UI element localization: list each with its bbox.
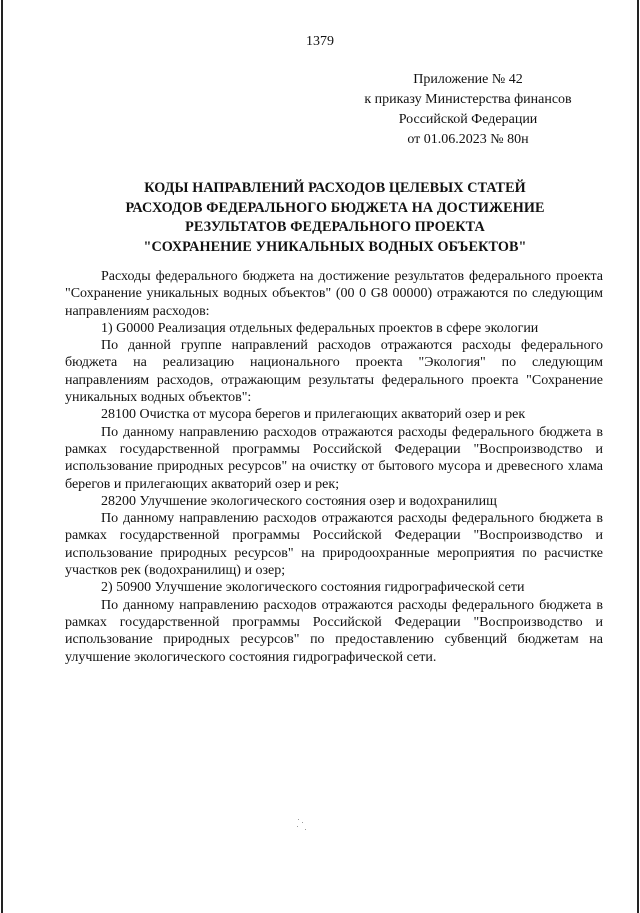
code-heading-28200: 28200 Улучшение экологического состояния озер и водохранилищ (101, 493, 497, 509)
code-28200-description: По данному направлению расходов отражаются расходы федерального бюджета в рамках государственной программы Российской Федерации "Воспроизводство и использование природных ресурсов" на природоохранные мероприятия по расчистке участков рек (водохранилищ) и озер; (65, 511, 603, 579)
code-28100-description: По данному направлению расходов отражаются расходы федерального бюджета в рамках государственной программы Российской Федерации "Воспроизводство и использование природных ресурсов" на очистку от бытового мусора и древесного хлама берегов и прилегающих акваторий озер и рек; (65, 424, 603, 492)
appendix-authority: Российской Федерации (398, 112, 538, 127)
title-line-4: "СОХРАНЕНИЕ УНИКАЛЬНЫХ ВОДНЫХ ОБЪЕКТОВ" (143, 238, 527, 255)
title-line-3: РЕЗУЛЬТАТОВ ФЕДЕРАЛЬНОГО ПРОЕКТА (185, 219, 485, 235)
page-number: 1379 (306, 34, 334, 49)
title-line-2: РАСХОДОВ ФЕДЕРАЛЬНОГО БЮДЖЕТА НА ДОСТИЖЕНИЕ (125, 199, 545, 216)
g0000-description: По данной группе направлений расходов отражаются расходы федерального бюджета на реализацию национального проекта "Экология" по следующим направлениям расходов, отражающим результаты федерального проекта "Сохранение уникальных водных объектов": (65, 338, 603, 406)
appendix-date: от 01.06.2023 № 80н (407, 132, 529, 147)
section-heading-g0000: 1) G0000 Реализация отдельных федеральных проектов в сфере экологии (101, 320, 539, 336)
appendix-order-ref: к приказу Министерства финансов (364, 92, 572, 107)
section-heading-50900: 2) 50900 Улучшение экологического состояния гидрографической сети (101, 580, 525, 596)
code-50900-description: По данному направлению расходов отражаются расходы федерального бюджета в рамках государственной программы Российской Федерации "Воспроизводство и использование природных ресурсов" по предоставлению субвенций бюджетам на улучшение экологического состояния гидрографической сети. (65, 597, 603, 665)
scan-left-edge (1, 0, 3, 913)
title-line-1: КОДЫ НАПРАВЛЕНИЙ РАСХОДОВ ЦЕЛЕВЫХ СТАТЕЙ (144, 180, 526, 196)
intro-paragraph: Расходы федерального бюджета на достижение результатов федерального проекта "Сохранение уникальных водных объектов" (00 0 G8 00000) отражаются по следующим направлениям расходов: (65, 269, 603, 319)
scan-right-edge (637, 0, 639, 913)
appendix-number: Приложение № 42 (413, 72, 523, 87)
scan-specks (296, 818, 310, 832)
code-heading-28100: 28100 Очистка от мусора берегов и прилегающих акваторий озер и рек (101, 407, 526, 423)
document-title (70, 179, 600, 257)
appendix-header (330, 70, 606, 150)
document-body (65, 268, 603, 666)
